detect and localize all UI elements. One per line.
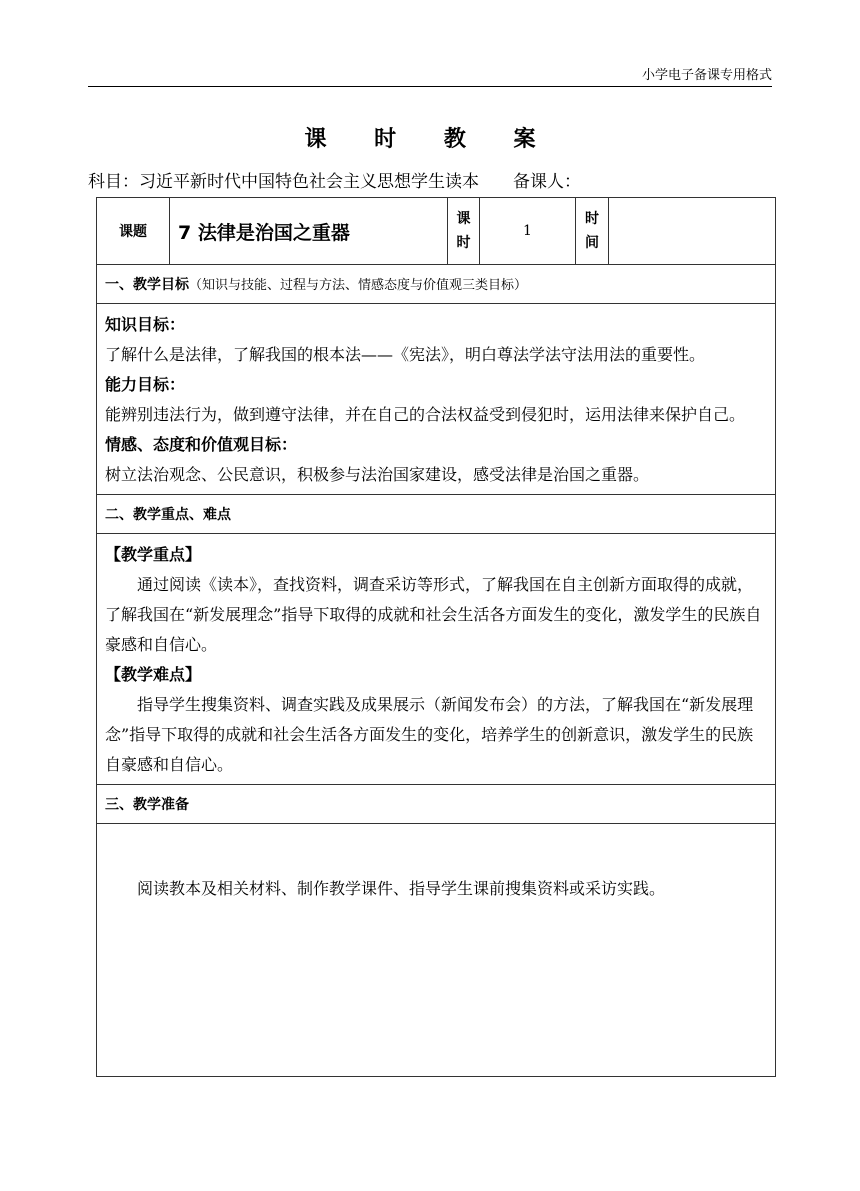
period-value: 1: [480, 198, 576, 265]
section3-content: [97, 824, 776, 1077]
emotion-text: 树立法治观念、公民意识，积极参与法治国家建设，感受法律是治国之重器。: [105, 465, 650, 484]
time-label-line-1: 时: [585, 211, 599, 227]
time-label: [576, 198, 609, 265]
section2-content: [97, 534, 776, 785]
period-label-line-1: 课: [456, 211, 471, 227]
ability-title: 能力目标：: [105, 375, 186, 394]
section1-heading-cell: [97, 265, 776, 304]
page-title: 课 时 教 案: [304, 127, 556, 152]
subject-text: 科目：习近平新时代中国特色社会主义思想学生读本: [88, 172, 479, 192]
emotion-title: 情感、态度和价值观目标：: [105, 435, 298, 454]
topic-label: 课题: [97, 198, 170, 265]
period-label: [448, 198, 480, 265]
lesson-plan-table: [96, 197, 776, 1077]
section3-heading: 三、教学准备: [105, 797, 189, 813]
preparer-label: 备课人：: [513, 172, 581, 192]
time-label-line-2: 间: [585, 235, 599, 251]
key-point-text: 通过阅读《读本》，查找资料，调查采访等形式，了解我国在自主创新方面取得的成就，了解我国在“新发展理念”指导下取得的成就和社会生活各方面发生的变化，激发学生的民族自豪感和自信心。: [105, 575, 762, 654]
section1-note: （知识与技能、过程与方法、情感态度与价值观三类目标）: [189, 278, 528, 293]
time-value: [609, 198, 776, 265]
section1-content: [97, 304, 776, 495]
difficult-point-title: 【教学难点】: [105, 665, 202, 684]
preparation-text: 阅读教本及相关材料、制作教学课件、指导学生课前搜集资料或采访实践。: [137, 879, 666, 898]
key-point-title: 【教学重点】: [105, 545, 202, 564]
section2-heading: 二、教学重点、难点: [105, 507, 231, 523]
topic-value: 7 法律是治国之重器: [170, 198, 448, 265]
subject-line: [88, 167, 581, 192]
difficult-point-text: 指导学生搜集资料、调查实践及成果展示（新闻发布会）的方法，了解我国在“新发展理念”指导下取得的成就和社会生活各方面发生的变化，培养学生的创新意识，激发学生的民族自豪感和自信心。: [105, 695, 754, 774]
knowledge-title: 知识目标：: [105, 315, 186, 334]
period-label-line-2: 时: [456, 235, 471, 251]
knowledge-text: 了解什么是法律，了解我国的根本法——《宪法》，明白尊法学法守法用法的重要性。: [105, 345, 706, 364]
ability-text: 能辨别违法行为，做到遵守法律，并在自己的合法权益受到侵犯时，运用法律来保护自己。: [105, 405, 746, 424]
section3-heading-cell: [97, 785, 776, 824]
section1-heading: 一、教学目标: [105, 277, 189, 293]
header-format-label: 小学电子备课专用格式: [641, 68, 772, 83]
header-divider: [88, 86, 772, 87]
section2-heading-cell: [97, 495, 776, 534]
